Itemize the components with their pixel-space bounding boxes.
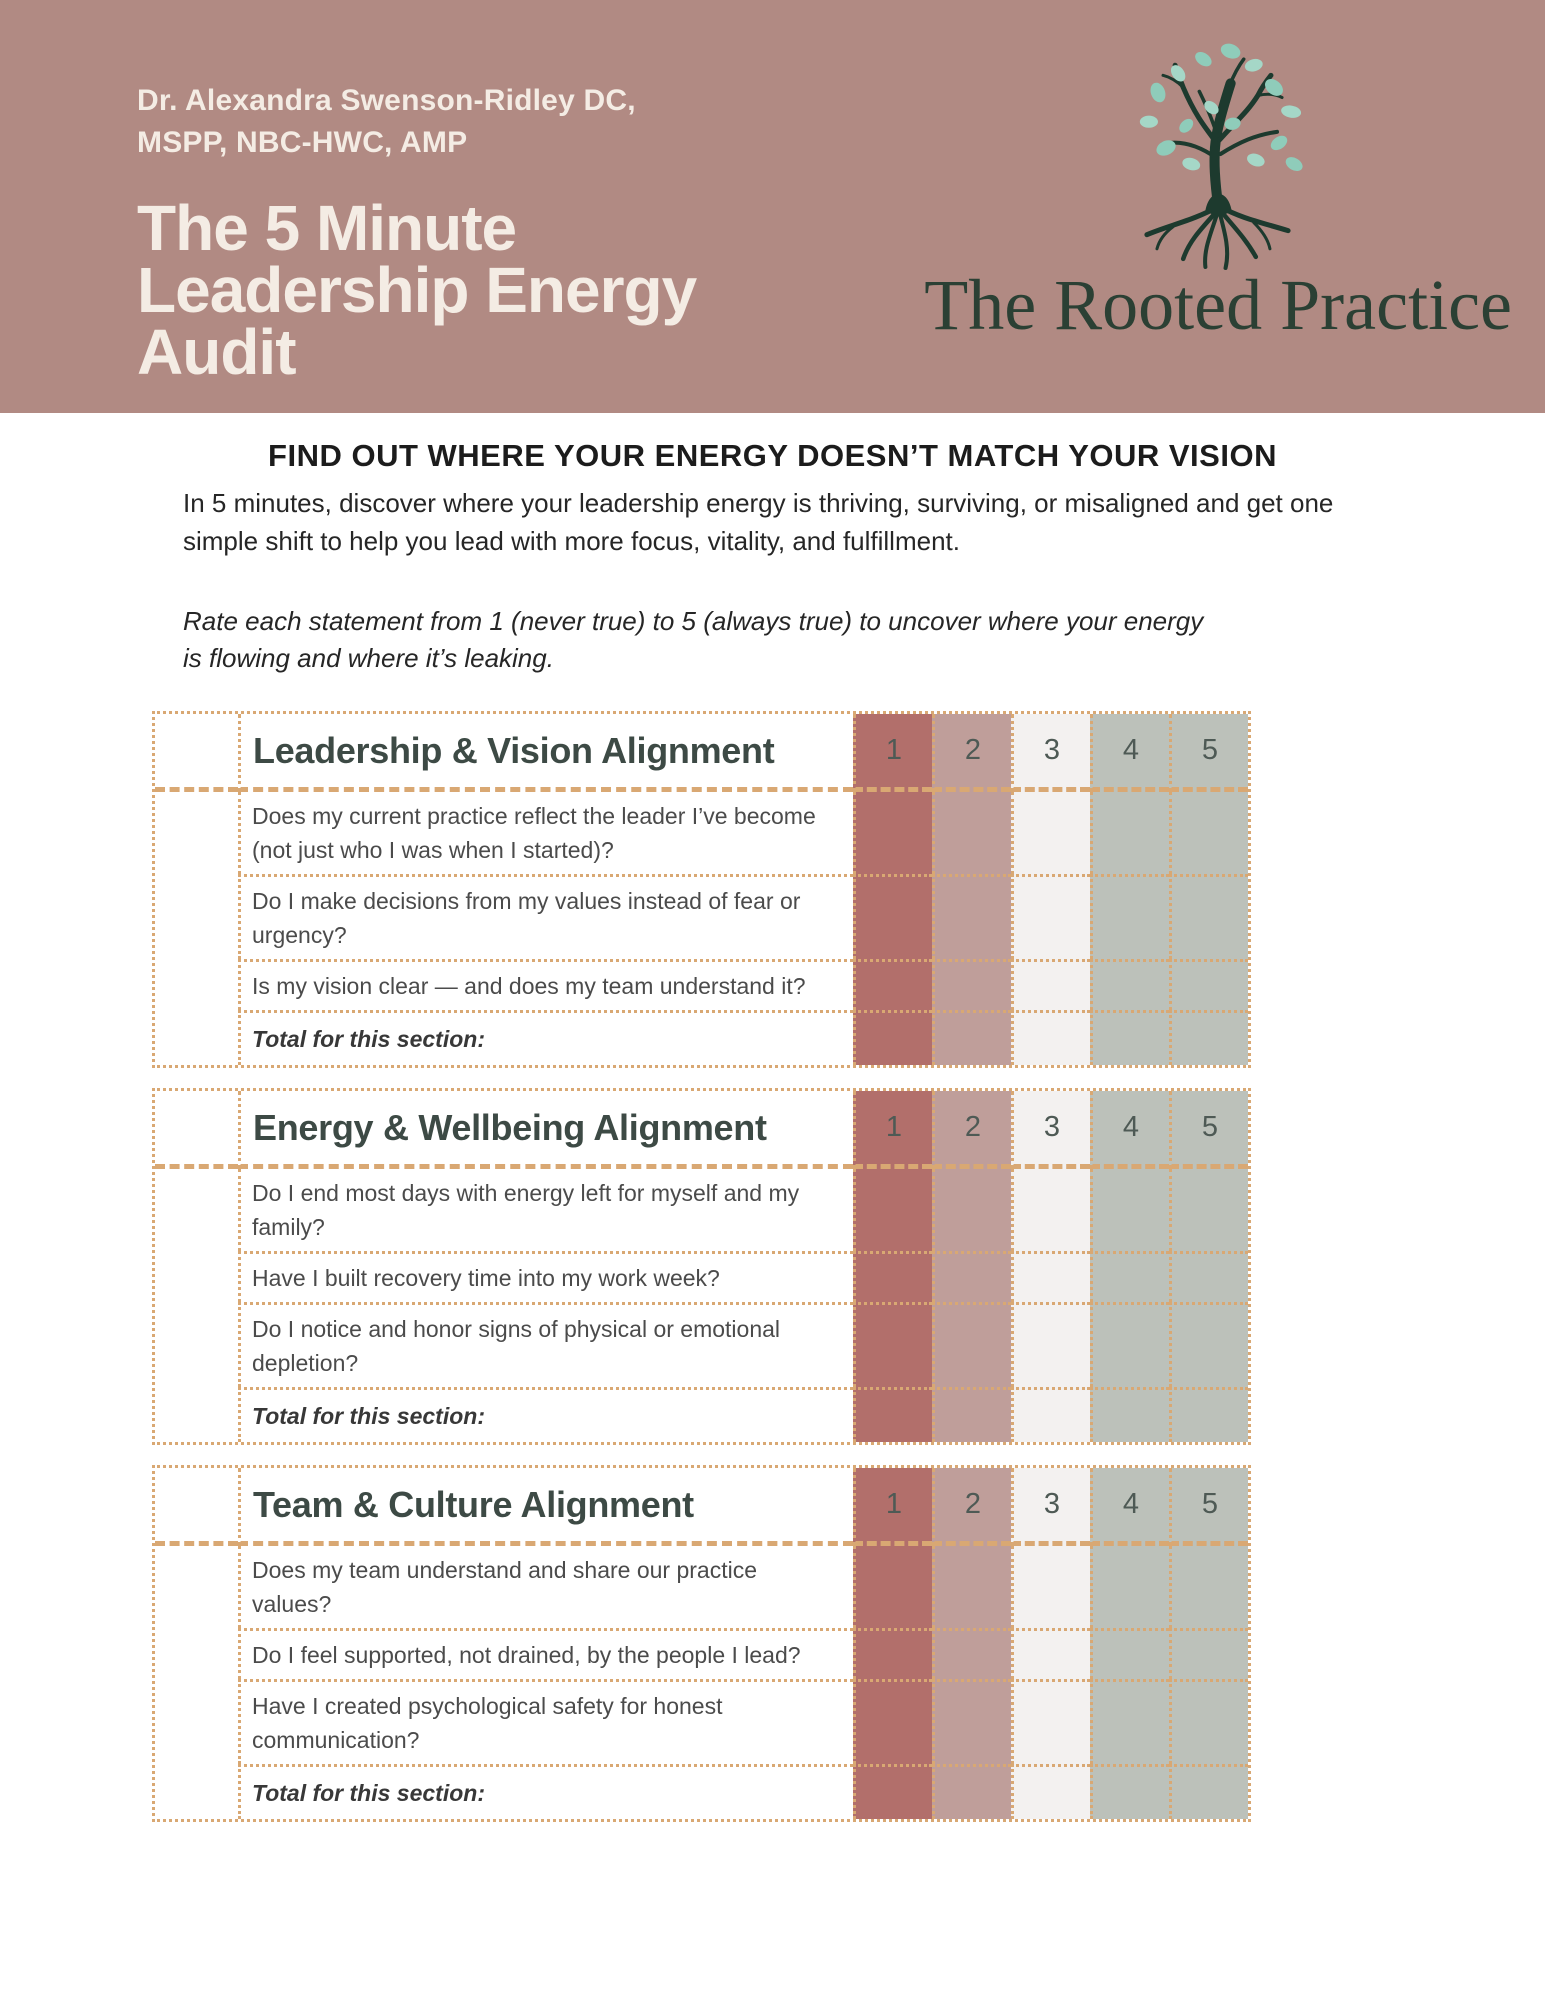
rating-cell-3[interactable] — [1011, 792, 1090, 874]
rating-cell-2[interactable] — [932, 1679, 1011, 1764]
page-title-line3: Audit — [137, 316, 296, 388]
corner-cell — [155, 1091, 238, 1169]
total-cell-1[interactable] — [853, 1764, 932, 1819]
intro-instructions: Rate each statement from 1 (never true) to 5 (always true) to uncover where your energy is flowing and where it’s leaking. — [183, 606, 1204, 673]
rating-cell-4[interactable] — [1090, 1169, 1169, 1251]
rating-header-5: 5 — [1169, 714, 1248, 792]
rating-cell-1[interactable] — [853, 1169, 932, 1251]
rating-cell-4[interactable] — [1090, 1302, 1169, 1387]
rating-cell-5[interactable] — [1169, 1251, 1248, 1302]
audit-table-energy-wellbeing — [152, 1088, 1251, 1445]
rating-cell-2[interactable] — [932, 1169, 1011, 1251]
rating-header-4: 4 — [1090, 1468, 1169, 1546]
rating-cell-3[interactable] — [1011, 1628, 1090, 1679]
rating-cell-1[interactable] — [853, 792, 932, 874]
question-cell: Do I feel supported, not drained, by the people I lead? — [238, 1628, 853, 1679]
author-credentials — [137, 80, 696, 164]
rating-cell-4[interactable] — [1090, 959, 1169, 1010]
question-cell: Have I built recovery time into my work week? — [238, 1251, 853, 1302]
rating-cell-3[interactable] — [1011, 1302, 1090, 1387]
rating-header-2: 2 — [932, 1091, 1011, 1169]
rating-cell-3[interactable] — [1011, 874, 1090, 959]
total-cell-3[interactable] — [1011, 1764, 1090, 1819]
rating-cell-4[interactable] — [1090, 1628, 1169, 1679]
rating-header-3: 3 — [1011, 714, 1090, 792]
rating-cell-1[interactable] — [853, 874, 932, 959]
total-label: Total for this section: — [238, 1387, 853, 1442]
total-cell-3[interactable] — [1011, 1010, 1090, 1065]
total-cell-1[interactable] — [853, 1010, 932, 1065]
rating-header-5: 5 — [1169, 1091, 1248, 1169]
author-credentials-line2: MSPP, NBC-HWC, AMP — [137, 126, 468, 159]
corner-cell — [155, 1468, 238, 1546]
rating-cell-1[interactable] — [853, 1679, 932, 1764]
total-cell-4[interactable] — [1090, 1387, 1169, 1442]
rating-cell-3[interactable] — [1011, 1679, 1090, 1764]
side-column — [155, 1546, 238, 1819]
rating-cell-4[interactable] — [1090, 1251, 1169, 1302]
question-cell: Do I notice and honor signs of physical or emotional depletion? — [238, 1302, 853, 1387]
rating-header-3: 3 — [1011, 1091, 1090, 1169]
page-title-line1: The 5 Minute — [137, 192, 517, 264]
total-label: Total for this section: — [238, 1010, 853, 1065]
corner-cell — [155, 714, 238, 792]
rating-cell-5[interactable] — [1169, 1302, 1248, 1387]
rating-cell-2[interactable] — [932, 792, 1011, 874]
rating-cell-2[interactable] — [932, 1302, 1011, 1387]
question-cell: Is my vision clear — and does my team understand it? — [238, 959, 853, 1010]
side-column — [155, 792, 238, 1065]
rating-header-5: 5 — [1169, 1468, 1248, 1546]
side-column — [155, 1169, 238, 1442]
total-cell-5[interactable] — [1169, 1387, 1248, 1442]
rating-cell-4[interactable] — [1090, 874, 1169, 959]
rating-cell-5[interactable] — [1169, 1169, 1248, 1251]
logo-block — [924, 0, 1512, 413]
total-cell-2[interactable] — [932, 1010, 1011, 1065]
rating-cell-4[interactable] — [1090, 792, 1169, 874]
rating-cell-5[interactable] — [1169, 1546, 1248, 1628]
rating-cell-3[interactable] — [1011, 959, 1090, 1010]
rating-cell-2[interactable] — [932, 1251, 1011, 1302]
question-cell: Have I created psychological safety for honest communication? — [238, 1679, 853, 1764]
rating-header-1: 1 — [853, 1468, 932, 1546]
total-cell-1[interactable] — [853, 1387, 932, 1442]
page-title-line2: Leadership Energy — [137, 254, 697, 326]
rating-header-4: 4 — [1090, 714, 1169, 792]
rating-cell-2[interactable] — [932, 1628, 1011, 1679]
rating-cell-2[interactable] — [932, 1546, 1011, 1628]
intro-description: In 5 minutes, discover where your leadership energy is thriving, surviving, or misaligned and get one simple shift to help you lead with more focus, vitality, and fulfillment. — [183, 488, 1334, 556]
rating-header-1: 1 — [853, 1091, 932, 1169]
question-cell: Do I make decisions from my values instead of fear or urgency? — [238, 874, 853, 959]
question-cell: Do I end most days with energy left for myself and my family? — [238, 1169, 853, 1251]
rating-cell-3[interactable] — [1011, 1546, 1090, 1628]
brand-wordmark: The Rooted Practice — [924, 265, 1512, 345]
tree-with-roots-icon — [1126, 35, 1311, 272]
rating-cell-5[interactable] — [1169, 1628, 1248, 1679]
total-cell-3[interactable] — [1011, 1387, 1090, 1442]
rating-cell-1[interactable] — [853, 959, 932, 1010]
intro-section — [183, 438, 1362, 677]
total-cell-2[interactable] — [932, 1764, 1011, 1819]
rating-cell-2[interactable] — [932, 874, 1011, 959]
header-left — [137, 0, 696, 413]
section-title: Energy & Wellbeing Alignment — [238, 1091, 853, 1169]
audit-table-team-culture — [152, 1465, 1251, 1822]
rating-cell-1[interactable] — [853, 1302, 932, 1387]
rating-header-2: 2 — [932, 714, 1011, 792]
total-label: Total for this section: — [238, 1764, 853, 1819]
total-cell-5[interactable] — [1169, 1010, 1248, 1065]
rating-cell-5[interactable] — [1169, 874, 1248, 959]
rating-cell-4[interactable] — [1090, 1546, 1169, 1628]
rating-cell-5[interactable] — [1169, 1679, 1248, 1764]
rating-cell-3[interactable] — [1011, 1251, 1090, 1302]
author-credentials-line1: Dr. Alexandra Swenson-Ridley DC, — [137, 84, 636, 117]
rating-cell-5[interactable] — [1169, 959, 1248, 1010]
total-cell-2[interactable] — [932, 1387, 1011, 1442]
intro-headline: FIND OUT WHERE YOUR ENERGY DOESN’T MATCH YOUR VISION — [268, 438, 1277, 473]
header-band — [0, 0, 1545, 413]
rating-cell-2[interactable] — [932, 959, 1011, 1010]
total-cell-5[interactable] — [1169, 1764, 1248, 1819]
total-cell-4[interactable] — [1090, 1010, 1169, 1065]
question-cell: Does my team understand and share our practice values? — [238, 1546, 853, 1628]
page-title — [137, 192, 697, 388]
rating-header-2: 2 — [932, 1468, 1011, 1546]
rating-header-3: 3 — [1011, 1468, 1090, 1546]
rating-cell-1[interactable] — [853, 1628, 932, 1679]
question-cell: Does my current practice reflect the leader I’ve become (not just who I was when I started)? — [238, 792, 853, 874]
rating-cell-3[interactable] — [1011, 1169, 1090, 1251]
audit-table-leadership-vision — [152, 711, 1251, 1068]
total-cell-4[interactable] — [1090, 1764, 1169, 1819]
section-title: Team & Culture Alignment — [238, 1468, 853, 1546]
section-title: Leadership & Vision Alignment — [238, 714, 853, 792]
rating-cell-1[interactable] — [853, 1546, 932, 1628]
rating-cell-1[interactable] — [853, 1251, 932, 1302]
rating-header-1: 1 — [853, 714, 932, 792]
rating-cell-4[interactable] — [1090, 1679, 1169, 1764]
rating-header-4: 4 — [1090, 1091, 1169, 1169]
rating-cell-5[interactable] — [1169, 792, 1248, 874]
